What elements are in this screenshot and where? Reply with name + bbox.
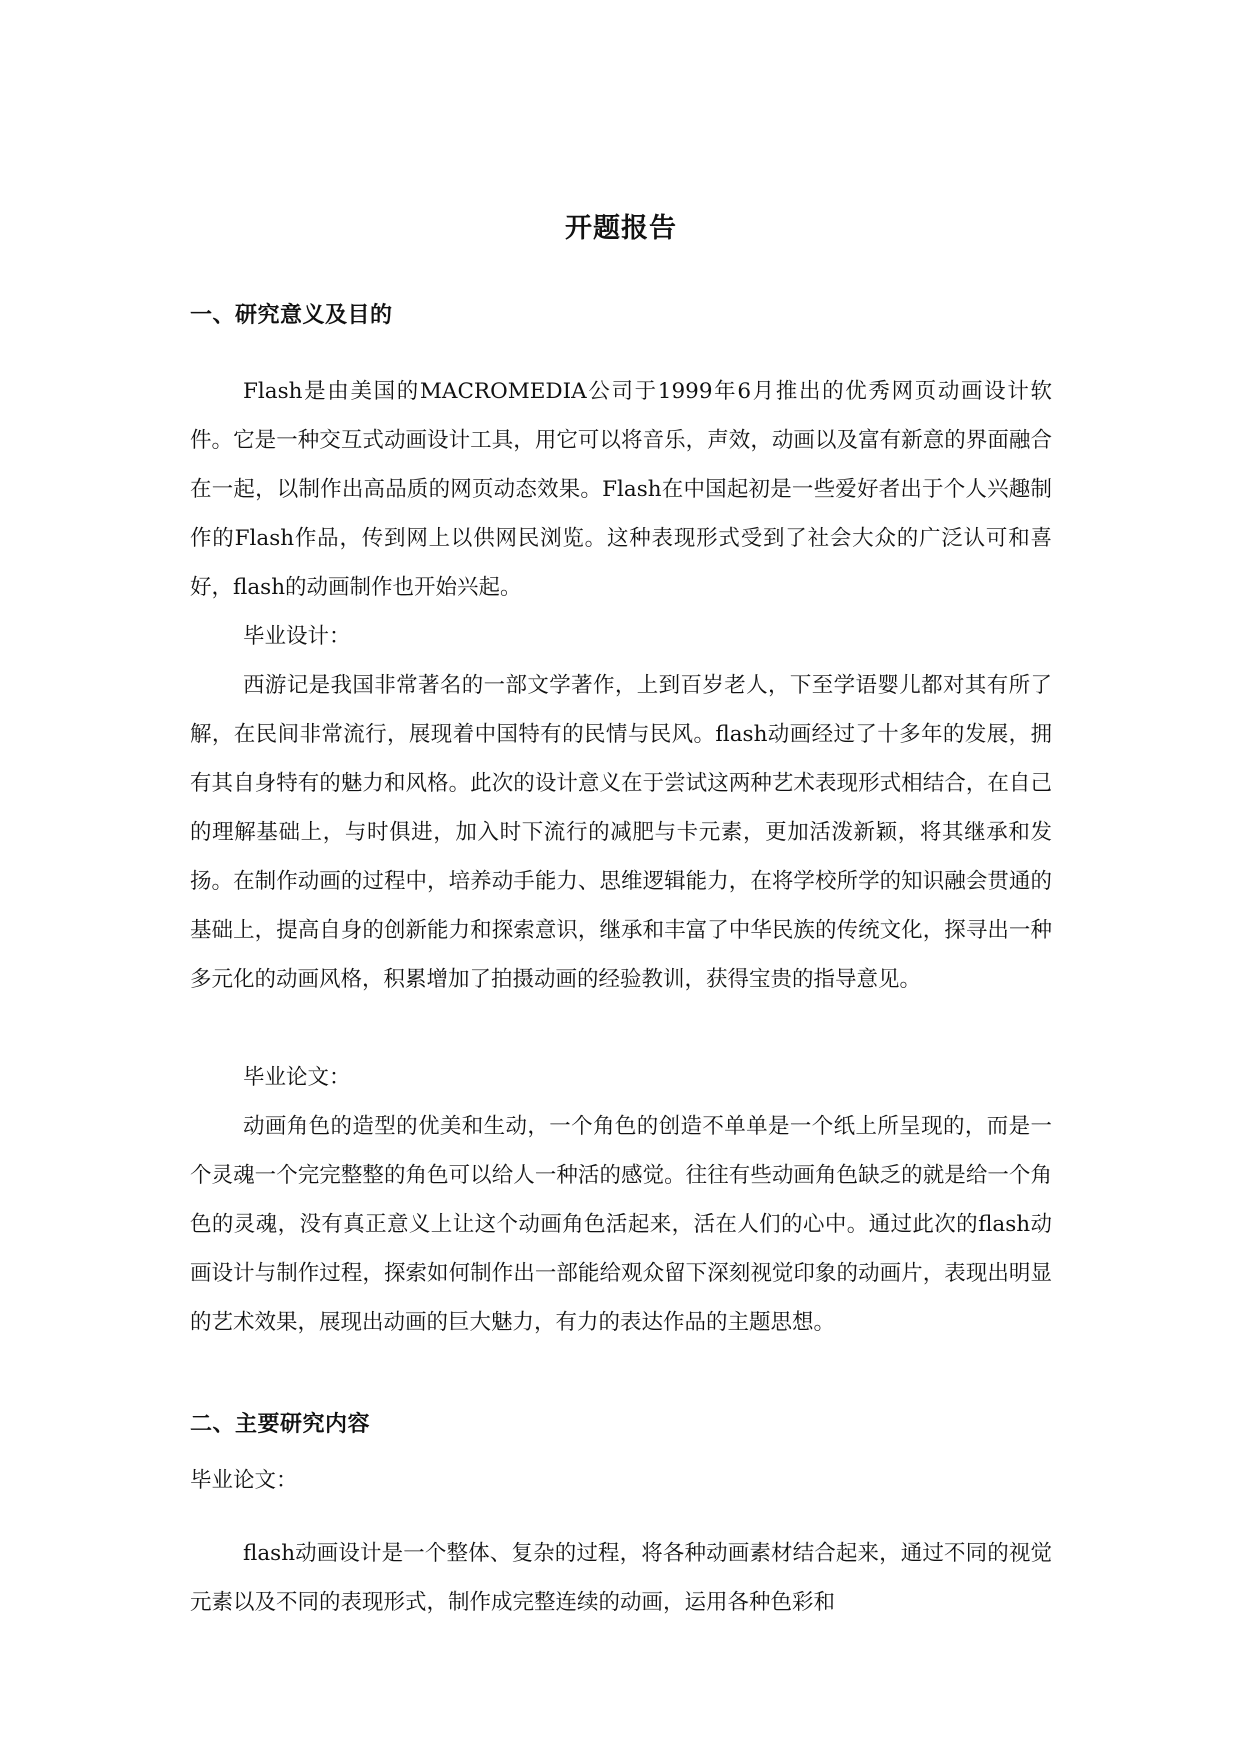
- section-heading-main-content: 二、主要研究内容: [190, 1412, 371, 1437]
- label-graduation-design: 毕业设计：: [243, 624, 351, 649]
- paragraph-graduation-thesis: 动画角色的造型的优美和生动，一个角色的创造不单单是一个纸上所呈现的，而是一个灵魂一个完完整整的角色可以给人一种活的感觉。往往有些动画角色缺乏的就是给一个角色的灵魂，没有真正意义上让这个动画角色活起来，活在人们的心中。通过此次的flash动画设计与制作过程，探索如何制作出一部能给观众留下深刻视觉印象的动画片，表现出明显的艺术效果，展现出动画的巨大魅力，有力的表达作品的主题思想。: [190, 1114, 1052, 1335]
- label-graduation-thesis-2: 毕业论文：: [190, 1468, 298, 1493]
- paragraph-graduation-design: 西游记是我国非常著名的一部文学著作，上到百岁老人，下至学语婴儿都对其有所了解，在民间非常流行，展现着中国特有的民情与民风。flash动画经过了十多年的发展，拥有其自身特有的魅力和风格。此次的设计意义在于尝试这两种艺术表现形式相结合，在自己的理解基础上，与时俱进，加入时下流行的减肥与卡元素，更加活泼新颖，将其继承和发扬。在制作动画的过程中，培养动手能力、思维逻辑能力，在将学校所学的知识融会贯通的基础上，提高自身的创新能力和探索意识，继承和丰富了中华民族的传统文化，探寻出一种多元化的动画风格，积累增加了拍摄动画的经验教训，获得宝贵的指导意见。: [190, 673, 1052, 992]
- paragraph-flash-intro: Flash是由美国的MACROMEDIA公司于1999年6月推出的优秀网页动画设计软件。它是一种交互式动画设计工具，用它可以将音乐，声效，动画以及富有新意的界面融合在一起，以制作出高品质的网页动态效果。Flash在中国起初是一些爱好者出于个人兴趣制作的Flash作品，传到网上以供网民浏览。这种表现形式受到了社会大众的广泛认可和喜好，flash的动画制作也开始兴起。: [190, 379, 1052, 600]
- paragraph-main-content: flash动画设计是一个整体、复杂的过程，将各种动画素材结合起来，通过不同的视觉元素以及不同的表现形式，制作成完整连续的动画，运用各种色彩和: [190, 1541, 1052, 1615]
- label-graduation-thesis: 毕业论文：: [243, 1065, 351, 1090]
- document-page: [190, 0, 1052, 1754]
- section-heading-research-purpose: 一、研究意义及目的: [190, 303, 393, 328]
- document-title: 开题报告: [565, 213, 677, 244]
